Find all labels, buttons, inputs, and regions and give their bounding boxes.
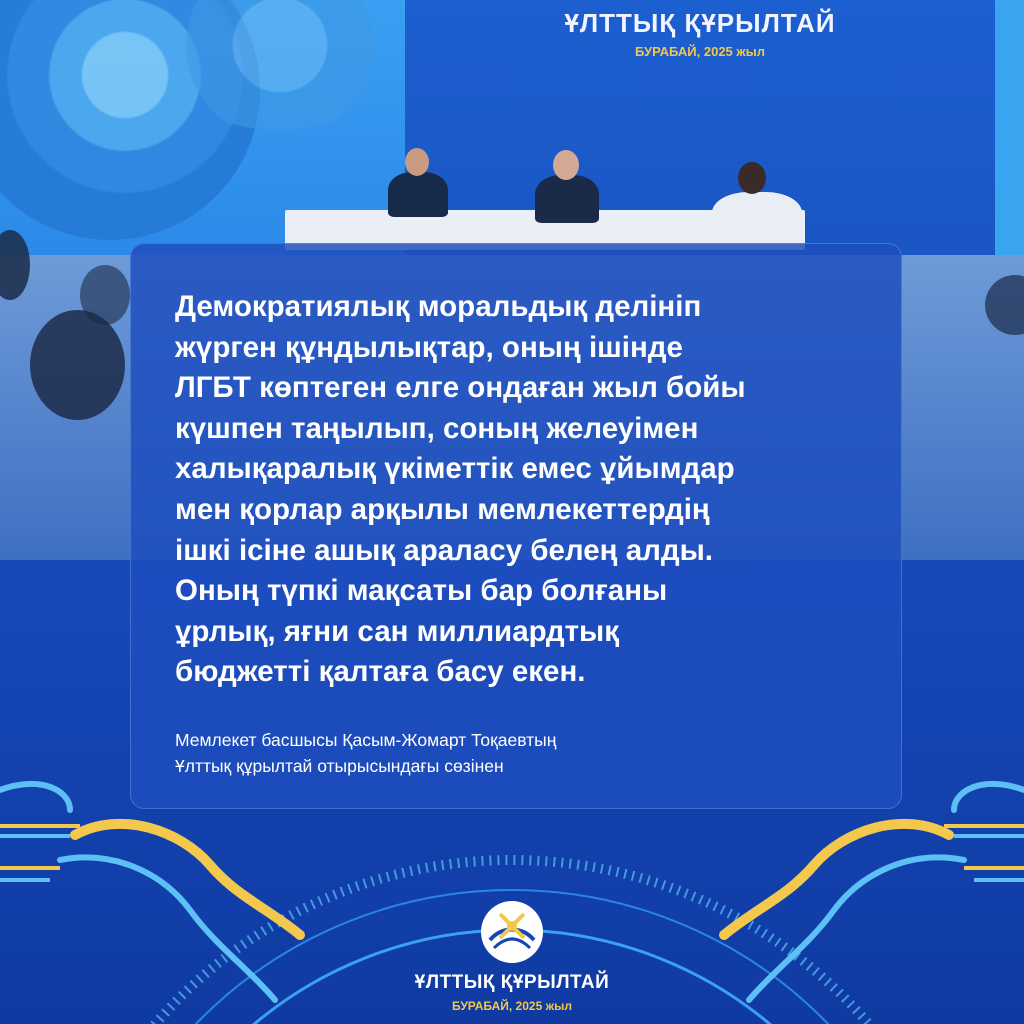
audience-head bbox=[80, 265, 130, 325]
brand-subtitle: БУРАБАЙ, 2025 жыл bbox=[452, 999, 572, 1013]
audience-head bbox=[30, 310, 125, 420]
screen-title: ҰЛТТЫҚ ҚҰРЫЛТАЙ bbox=[564, 8, 836, 38]
person-right bbox=[712, 192, 802, 244]
brand-name: ҰЛТТЫҚ ҚҰРЫЛТАЙ bbox=[414, 972, 610, 993]
person-left bbox=[388, 172, 448, 217]
kurultai-logo-icon bbox=[480, 900, 544, 964]
quote-source: Мемлекет басшысы Қасым-Жомарт Тоқаевтың Ұлттық құрылтай отырысындағы сөзінен bbox=[175, 730, 557, 776]
person-center-head bbox=[553, 150, 579, 180]
person-right-head bbox=[738, 162, 766, 194]
quote-panel bbox=[130, 243, 902, 809]
quote-text: Демократиялық моральдық делініп жүрген құндылықтар, оның ішінде ЛГБТ көптеген елге ондаған жыл бойы күшпен таңылып, соның желеуімен халықаралық үкіметтік емес ұйымдар мен қорлар арқылы мемлекеттердің ішкі ісіне ашық араласу белең алды. Оның түпкі мақсаты бар болғаны ұрлық, яғни сан миллиардтық бюджетті қалтаға басу екен. bbox=[175, 290, 746, 689]
person-center bbox=[535, 175, 599, 223]
person-left-head bbox=[405, 148, 429, 176]
screen-subtitle: БУРАБАЙ, 2025 жыл bbox=[635, 44, 765, 59]
